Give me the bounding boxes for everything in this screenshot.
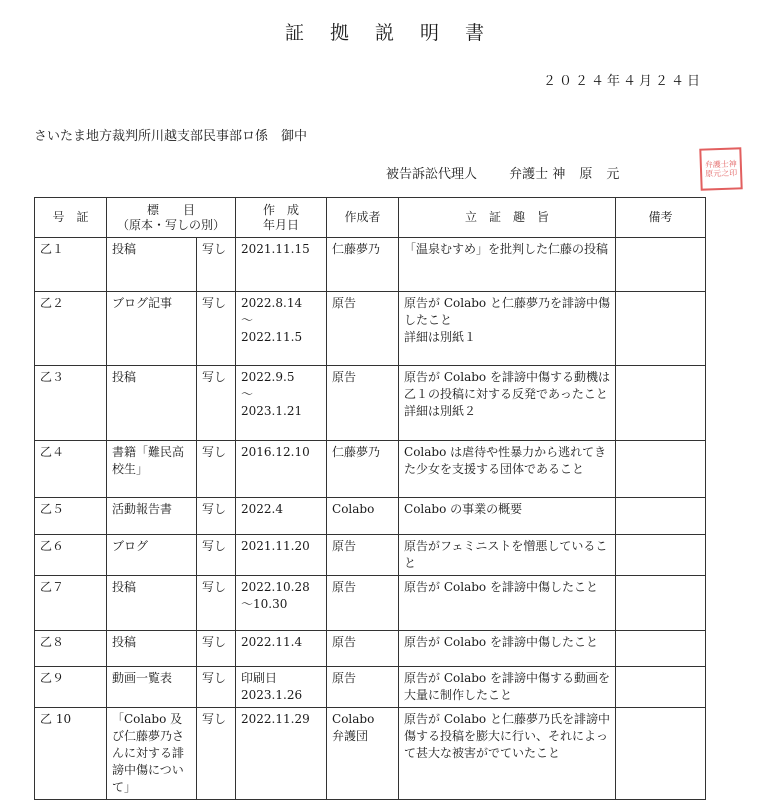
evidence-table-body — [35, 238, 706, 800]
evidence-remarks — [616, 535, 706, 576]
evidence-author: Colabo — [327, 498, 399, 535]
evidence-author: 原告 — [327, 366, 399, 441]
header-label-sub: （原本・写しの別） — [117, 217, 226, 232]
evidence-copy-type: 写し — [197, 292, 236, 366]
evidence-author: 仁藤夢乃 — [327, 441, 399, 498]
evidence-label: ブログ — [107, 535, 197, 576]
evidence-remarks — [616, 498, 706, 535]
header-number: 号 証 — [35, 198, 107, 238]
table-row — [35, 667, 706, 708]
evidence-label: 投稿 — [107, 238, 197, 292]
evidence-copy-type: 写し — [197, 631, 236, 667]
evidence-date: 2022.4 — [236, 498, 327, 535]
table-row — [35, 498, 706, 535]
evidence-number: 乙５ — [35, 498, 107, 535]
evidence-purpose: Colabo は虐待や性暴力から逃れてきた少女を支援する団体であること — [399, 441, 616, 498]
evidence-table — [34, 197, 706, 800]
evidence-date: 2021.11.15 — [236, 238, 327, 292]
evidence-label: 書籍「難民高校生」 — [107, 441, 197, 498]
evidence-copy-type: 写し — [197, 238, 236, 292]
evidence-label: 投稿 — [107, 576, 197, 631]
table-row — [35, 535, 706, 576]
header-remarks: 備考 — [616, 198, 706, 238]
evidence-label: 動画一覧表 — [107, 667, 197, 708]
table-row — [35, 708, 706, 800]
header-label — [107, 198, 236, 238]
evidence-remarks — [616, 576, 706, 631]
evidence-copy-type: 写し — [197, 576, 236, 631]
evidence-remarks — [616, 667, 706, 708]
evidence-purpose: 原告が Colabo を誹謗中傷したこと — [399, 576, 616, 631]
evidence-author: 原告 — [327, 667, 399, 708]
header-label-main: 標 目 — [147, 202, 196, 217]
agent-name: 神原元 — [552, 167, 634, 182]
evidence-number: 乙６ — [35, 535, 107, 576]
evidence-number: 乙７ — [35, 576, 107, 631]
evidence-remarks — [616, 366, 706, 441]
evidence-number: 乙２ — [35, 292, 107, 366]
header-author: 作成者 — [327, 198, 399, 238]
evidence-remarks — [616, 708, 706, 800]
document-date: ２０２４年４月２４日 — [542, 74, 703, 89]
agent-role: 被告訴訟代理人 — [386, 167, 478, 182]
evidence-remarks — [616, 631, 706, 667]
table-row — [35, 576, 706, 631]
evidence-number: 乙４ — [35, 441, 107, 498]
evidence-remarks — [616, 441, 706, 498]
evidence-author: 仁藤夢乃 — [327, 238, 399, 292]
evidence-number: 乙８ — [35, 631, 107, 667]
evidence-copy-type: 写し — [197, 667, 236, 708]
document-title: 証拠説明書 — [284, 22, 510, 44]
evidence-copy-type: 写し — [197, 366, 236, 441]
header-created-sub: 年月日 — [263, 217, 300, 232]
evidence-author: Colabo 弁護団 — [327, 708, 399, 800]
evidence-copy-type: 写し — [197, 498, 236, 535]
evidence-date: 2022.11.4 — [236, 631, 327, 667]
evidence-number: 乙３ — [35, 366, 107, 441]
evidence-date: 2022.11.29 — [236, 708, 327, 800]
table-row — [35, 292, 706, 366]
table-row — [35, 441, 706, 498]
evidence-number: 乙 10 — [35, 708, 107, 800]
evidence-copy-type: 写し — [197, 535, 236, 576]
evidence-date: 印刷日 2023.1.26 — [236, 667, 327, 708]
evidence-author: 原告 — [327, 535, 399, 576]
evidence-purpose: 原告が Colabo を誹謗中傷したこと — [399, 631, 616, 667]
evidence-remarks — [616, 238, 706, 292]
header-created-main: 作 成 — [263, 202, 300, 217]
table-row — [35, 238, 706, 292]
evidence-date: 2021.11.20 — [236, 535, 327, 576]
evidence-copy-type: 写し — [197, 441, 236, 498]
evidence-label: 活動報告書 — [107, 498, 197, 535]
evidence-author: 原告 — [327, 631, 399, 667]
evidence-date: 2016.12.10 — [236, 441, 327, 498]
evidence-purpose: 原告が Colabo と仁藤夢乃氏を誹謗中傷する投稿を膨大に行い、それによって甚大な被害がでていたこと — [399, 708, 616, 800]
agent-title: 弁護士 — [509, 167, 549, 182]
evidence-author: 原告 — [327, 576, 399, 631]
evidence-copy-type: 写し — [197, 708, 236, 800]
addressee-court: さいたま地方裁判所川越支部民事部ロ係 御中 — [34, 129, 308, 144]
evidence-purpose: Colabo の事業の概要 — [399, 498, 616, 535]
evidence-number: 乙９ — [35, 667, 107, 708]
evidence-purpose: 原告が Colabo と仁藤夢乃を誹謗中傷したこと 詳細は別紙１ — [399, 292, 616, 366]
evidence-remarks — [616, 292, 706, 366]
evidence-purpose: 「温泉むすめ」を批判した仁藤の投稿 — [399, 238, 616, 292]
evidence-purpose: 原告が Colabo を誹謗中傷する動機は乙１の投稿に対する反発であったこと 詳細は別紙２ — [399, 366, 616, 441]
agent-line — [386, 163, 633, 182]
evidence-date: 2022.10.28 ～10.30 — [236, 576, 327, 631]
table-row — [35, 631, 706, 667]
red-seal-stamp: 弁護 士神 原元 之印 — [699, 147, 742, 190]
evidence-date: 2022.8.14 ～ 2022.11.5 — [236, 292, 327, 366]
evidence-number: 乙１ — [35, 238, 107, 292]
table-row — [35, 366, 706, 441]
evidence-date: 2022.9.5 ～ 2023.1.21 — [236, 366, 327, 441]
header-purpose: 立 証 趣 旨 — [399, 198, 616, 238]
evidence-label: 「Colabo 及び仁藤夢乃さんに対する誹謗中傷について」 — [107, 708, 197, 800]
evidence-label: 投稿 — [107, 366, 197, 441]
evidence-purpose: 原告が Colabo を誹謗中傷する動画を大量に制作したこと — [399, 667, 616, 708]
evidence-purpose: 原告がフェミニストを憎悪していること — [399, 535, 616, 576]
evidence-author: 原告 — [327, 292, 399, 366]
evidence-label: ブログ記事 — [107, 292, 197, 366]
evidence-label: 投稿 — [107, 631, 197, 667]
header-created — [236, 198, 327, 238]
